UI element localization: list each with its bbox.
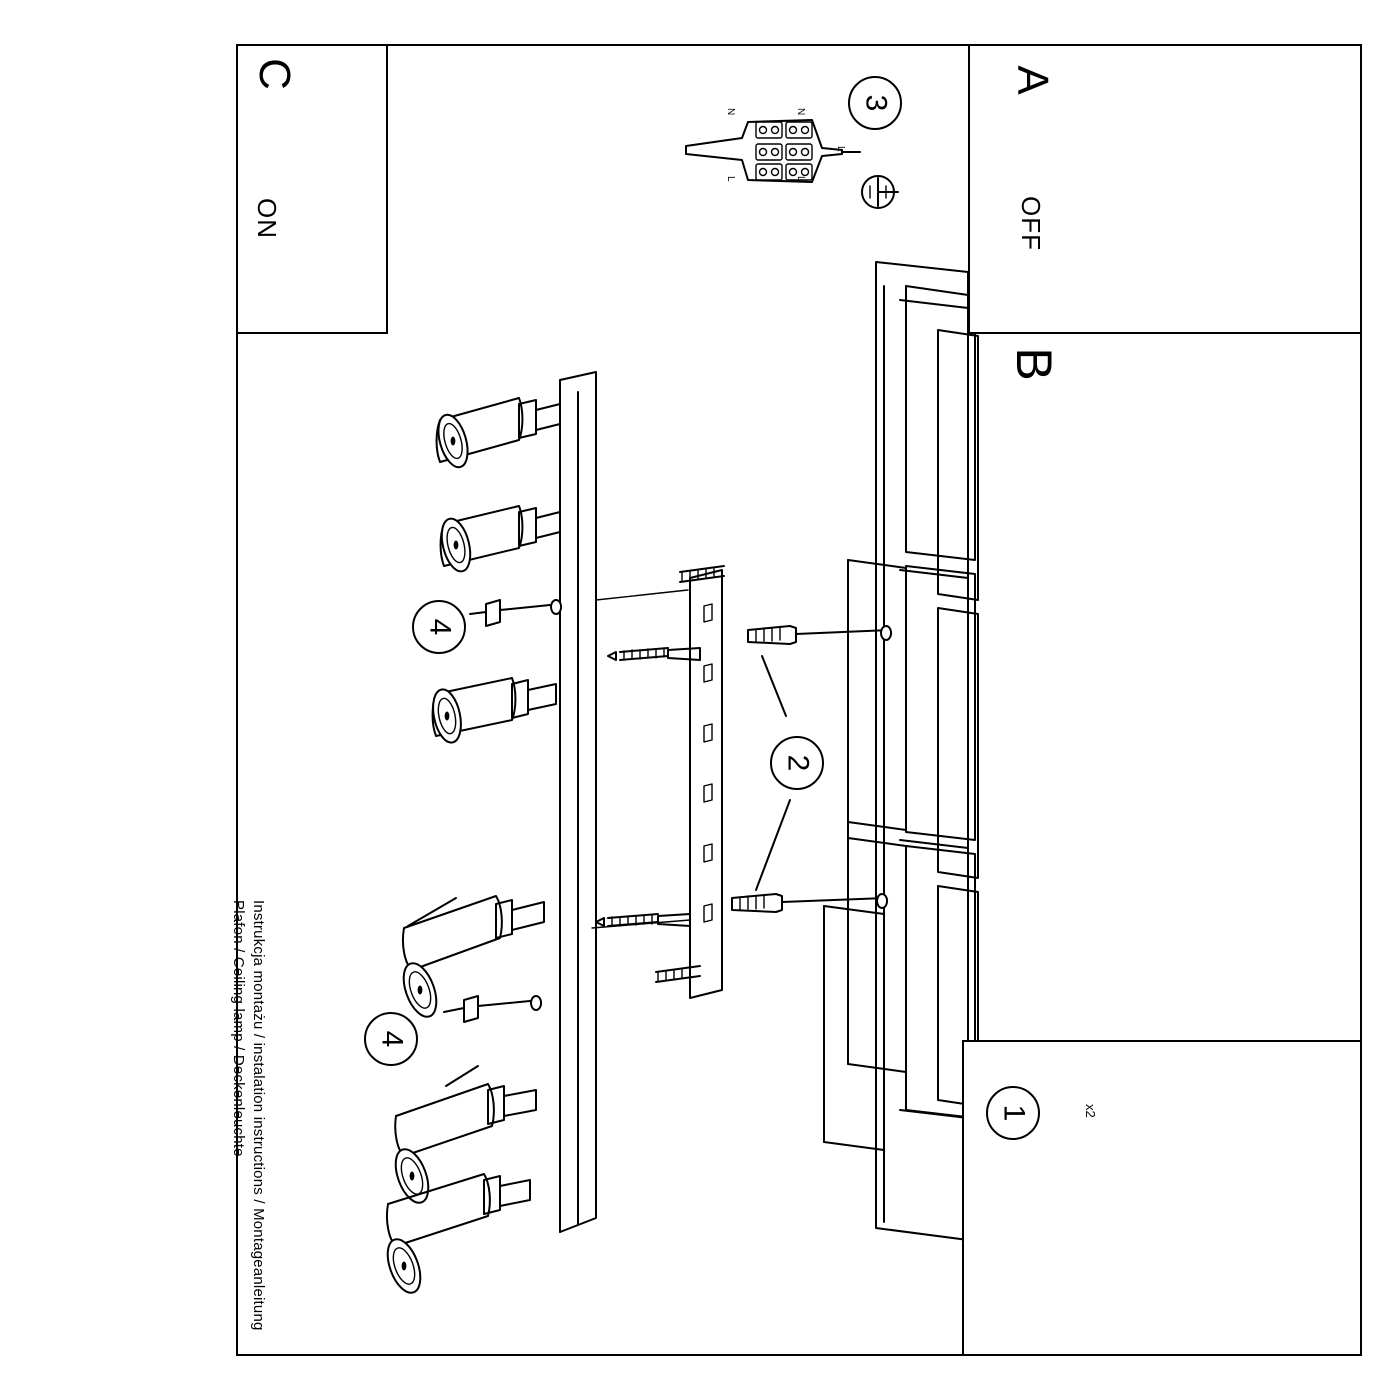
terminal-marking-l-right: L xyxy=(835,146,846,152)
step-marker-1 xyxy=(986,1086,1040,1140)
step-marker-3 xyxy=(848,76,902,130)
panel-c-state-label: ON xyxy=(252,198,282,239)
panel-b-letter: B xyxy=(1006,347,1062,381)
step-marker-1-label: 1 xyxy=(997,1104,1030,1122)
step-marker-2-label: 2 xyxy=(781,754,814,772)
terminal-marking-l-mid: L xyxy=(795,176,806,182)
terminal-marking-n-right: N xyxy=(795,108,806,116)
step-marker-4-upper-label: 4 xyxy=(423,618,456,636)
document-title-line-2: Plafon / Ceiling lamp / Deckenleuchte xyxy=(230,900,247,1157)
step-marker-4-lower-label: 4 xyxy=(375,1030,408,1048)
step-marker-4-upper xyxy=(412,600,466,654)
panel-a-state-label: OFF xyxy=(1016,196,1046,251)
panel-c-letter: C xyxy=(250,58,299,90)
document-title-line-1: Instrukcja montażu / instalation instructions / Montageanleitung xyxy=(250,900,267,1331)
terminal-marking-l-left: L xyxy=(725,176,736,182)
step-marker-3-label: 3 xyxy=(859,94,892,112)
step-marker-4-lower xyxy=(364,1012,418,1066)
document-title xyxy=(228,900,268,1360)
quantity-label: x2 xyxy=(1083,1104,1098,1118)
terminal-marking-n-left: N xyxy=(725,108,736,116)
step-marker-2 xyxy=(770,736,824,790)
panel-a-letter: A xyxy=(1008,65,1057,95)
